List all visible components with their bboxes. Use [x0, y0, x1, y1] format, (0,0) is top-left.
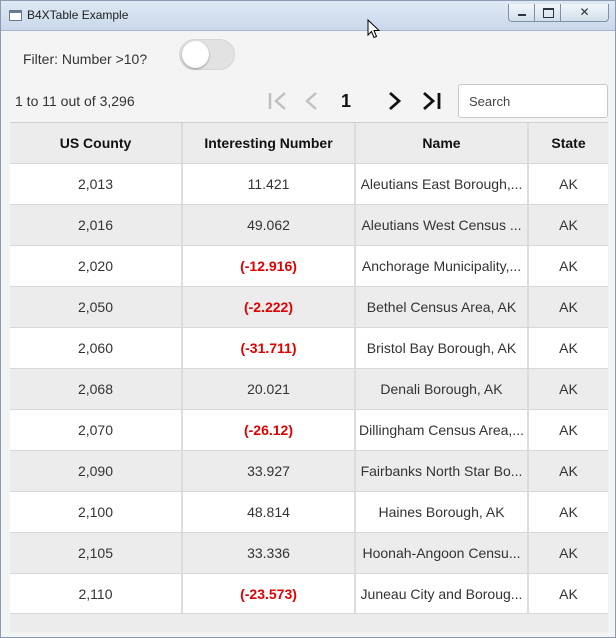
cell-state-text: AK: [559, 422, 578, 438]
cell-us-county-text: 2,090: [77, 463, 114, 479]
cell-us-county-text: 2,110: [78, 586, 113, 602]
cell-state[interactable]: [529, 451, 608, 492]
cell-us-county[interactable]: [10, 328, 183, 369]
cell-us-county[interactable]: [10, 451, 183, 492]
cell-name[interactable]: [356, 287, 529, 328]
cell-interesting-number-text: (-31.711): [240, 340, 297, 356]
cell-interesting-number[interactable]: [183, 451, 356, 492]
cell-interesting-number-text: (-23.573): [240, 586, 297, 602]
cell-state[interactable]: [529, 492, 608, 533]
cell-interesting-number[interactable]: [183, 246, 356, 287]
cell-name-text: Fairbanks North Star Bo...: [360, 463, 523, 479]
data-table: [10, 122, 608, 615]
cell-interesting-number[interactable]: [183, 533, 356, 574]
cell-state[interactable]: [529, 246, 608, 287]
close-button[interactable]: [560, 4, 609, 22]
cell-interesting-number-text: 33.927: [247, 463, 290, 479]
pagination-range: 1 to 11 out of 3,296: [15, 93, 135, 109]
cell-us-county-text: 2,016: [77, 217, 114, 233]
cell-interesting-number-text: (-12.916): [240, 258, 297, 274]
cell-us-county[interactable]: [10, 246, 183, 287]
table-row[interactable]: [10, 246, 608, 287]
cell-us-county-text: 2,070: [77, 422, 114, 438]
cell-name[interactable]: [356, 164, 529, 205]
table-footer: [10, 613, 608, 632]
cell-name-text: Haines Borough, AK: [378, 504, 505, 520]
last-page-icon: [419, 90, 443, 112]
cell-interesting-number[interactable]: [183, 410, 356, 451]
cell-state[interactable]: [529, 205, 608, 246]
cell-state-text: AK: [559, 586, 578, 602]
toggle-knob: [182, 41, 209, 68]
cell-name[interactable]: [356, 205, 529, 246]
cell-interesting-number-text: 48.814: [247, 504, 290, 520]
cell-name[interactable]: [356, 533, 529, 574]
cell-name[interactable]: [356, 246, 529, 287]
filter-toggle[interactable]: [179, 39, 235, 70]
cell-state-text: AK: [559, 504, 578, 520]
column-header-us-county[interactable]: US County: [10, 123, 183, 164]
cell-us-county-text: 2,013: [77, 176, 114, 192]
cell-interesting-number[interactable]: [183, 328, 356, 369]
next-page-button[interactable]: [383, 88, 407, 114]
cell-state-text: AK: [559, 381, 578, 397]
table-row[interactable]: [10, 533, 608, 574]
cell-us-county-text: 2,100: [77, 504, 114, 520]
column-header-name[interactable]: Name: [356, 123, 529, 164]
cell-us-county[interactable]: [10, 574, 183, 615]
cell-state[interactable]: [529, 287, 608, 328]
cell-interesting-number-text: 20.021: [247, 381, 290, 397]
maximize-button[interactable]: [534, 4, 561, 22]
cell-name[interactable]: [356, 574, 529, 615]
cell-state[interactable]: [529, 328, 608, 369]
cell-name[interactable]: [356, 410, 529, 451]
cell-state[interactable]: [529, 164, 608, 205]
table-body: [10, 164, 608, 615]
cell-us-county[interactable]: [10, 533, 183, 574]
cell-state-text: AK: [559, 258, 578, 274]
minimize-icon: [518, 14, 526, 16]
cell-us-county[interactable]: [10, 492, 183, 533]
cell-state-text: AK: [559, 463, 578, 479]
cell-name-text: Juneau City and Boroug...: [360, 586, 523, 602]
cell-us-county[interactable]: [10, 410, 183, 451]
cell-interesting-number-text: 49.062: [247, 217, 290, 233]
current-page-number: 1: [341, 91, 352, 111]
cell-name-text: Aleutians East Borough,...: [360, 176, 523, 192]
cell-state[interactable]: [529, 369, 608, 410]
table-row[interactable]: [10, 164, 608, 205]
cell-us-county-text: 2,050: [77, 299, 114, 315]
first-page-button[interactable]: [265, 88, 291, 114]
filter-label: Filter: Number >10?: [23, 51, 148, 67]
previous-page-button[interactable]: [299, 88, 323, 114]
search-input[interactable]: [458, 84, 608, 118]
column-header-state[interactable]: State: [529, 123, 608, 164]
cell-interesting-number[interactable]: [183, 492, 356, 533]
column-header-interesting-number[interactable]: Interesting Number: [183, 123, 356, 164]
cell-state-text: AK: [559, 176, 578, 192]
table-header-row: [10, 123, 608, 164]
cell-state[interactable]: [529, 533, 608, 574]
chevron-left-icon: [301, 90, 321, 112]
cell-state-text: AK: [559, 217, 578, 233]
chevron-right-icon: [385, 90, 405, 112]
cell-name[interactable]: [356, 369, 529, 410]
cell-state[interactable]: [529, 574, 608, 615]
table-row[interactable]: [10, 574, 608, 615]
cell-us-county[interactable]: [10, 287, 183, 328]
cell-name-text: Aleutians West Census ...: [361, 217, 522, 233]
cell-us-county[interactable]: [10, 164, 183, 205]
close-icon: ✕: [579, 5, 590, 19]
cell-name[interactable]: [356, 451, 529, 492]
cell-interesting-number-text: 11.421: [247, 176, 290, 192]
cell-name[interactable]: [356, 492, 529, 533]
last-page-button[interactable]: [418, 88, 444, 114]
table-row[interactable]: [10, 492, 608, 533]
cell-us-county-text: 2,068: [77, 381, 114, 397]
table-row[interactable]: [10, 328, 608, 369]
cell-state-text: AK: [559, 545, 578, 561]
cell-state[interactable]: [529, 410, 608, 451]
first-page-icon: [266, 90, 290, 112]
table-row[interactable]: [10, 410, 608, 451]
table-row[interactable]: [10, 287, 608, 328]
cell-name[interactable]: [356, 328, 529, 369]
cell-us-county-text: 2,020: [77, 258, 114, 274]
cell-us-county[interactable]: [10, 205, 183, 246]
minimize-button[interactable]: [508, 4, 535, 22]
cell-interesting-number[interactable]: [183, 574, 356, 615]
cell-interesting-number-text: (-2.222): [243, 299, 294, 315]
cell-us-county-text: 2,105: [77, 545, 114, 561]
window-title: B4XTable Example: [27, 8, 129, 22]
maximize-icon: [543, 8, 554, 18]
cell-name-text: Denali Borough, AK: [380, 381, 503, 397]
table-row[interactable]: [10, 451, 608, 492]
title-bar[interactable]: [1, 1, 615, 31]
table-row[interactable]: [10, 369, 608, 410]
cell-state-text: AK: [559, 299, 578, 315]
cell-interesting-number-text: (-26.12): [243, 422, 294, 438]
cell-interesting-number-text: 33.336: [247, 545, 290, 561]
cell-us-county[interactable]: [10, 369, 183, 410]
cell-state-text: AK: [559, 340, 578, 356]
cell-name-text: Hoonah-Angoon Censu...: [362, 545, 521, 561]
mouse-cursor-icon: [367, 19, 381, 39]
cell-interesting-number[interactable]: [183, 164, 356, 205]
cell-name-text: Bristol Bay Borough, AK: [366, 340, 517, 356]
cell-interesting-number[interactable]: [183, 369, 356, 410]
cell-name-text: Dillingham Census Area,...: [359, 422, 524, 438]
table-row[interactable]: [10, 205, 608, 246]
cell-interesting-number[interactable]: [183, 287, 356, 328]
cell-name-text: Anchorage Municipality,...: [361, 258, 522, 274]
cell-interesting-number[interactable]: [183, 205, 356, 246]
window-icon: [9, 10, 22, 21]
cell-name-text: Bethel Census Area, AK: [366, 299, 517, 315]
cell-us-county-text: 2,060: [77, 340, 114, 356]
